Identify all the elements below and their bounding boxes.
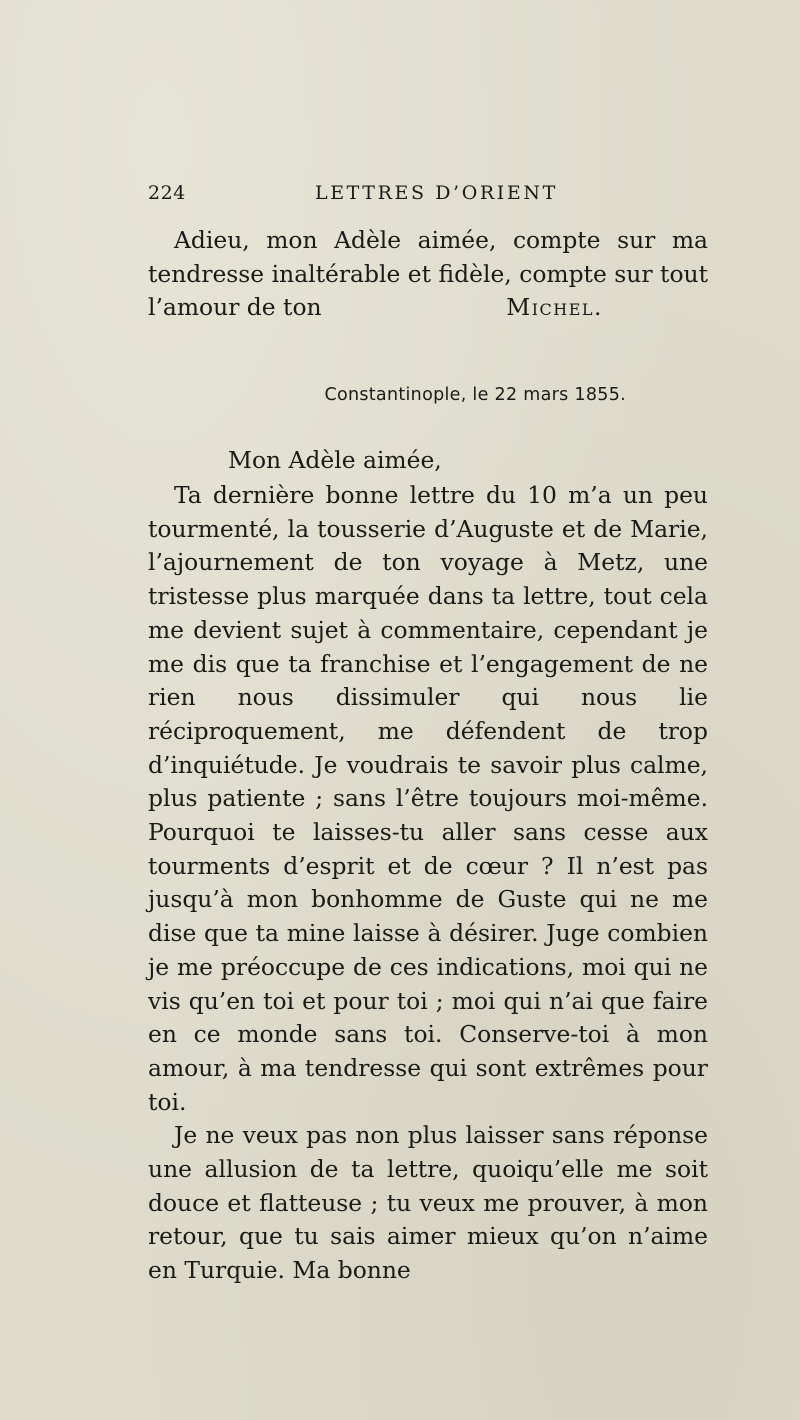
signature: Michel. [506,293,603,321]
letter-paragraph: Je ne veux pas non plus laisser sans réponse une allusion de ta lettre, quoiqu’elle me soit douce et flatteuse ; tu veux me prouver, à mon retour, que tu sais aimer mieux qu’on n’aime en Turquie. Ma bonne [148,1121,708,1285]
closing-paragraph: Adieu, mon Adèle aimée, compte sur ma tendresse inaltérable et fidèle, compte sur tout l’amour de ton [148,226,708,322]
salutation: Mon Adèle aimée, [228,446,442,474]
dateline: Constantinople, le 22 mars 1855. [324,385,626,405]
letter-body [148,479,708,1288]
page-number: 224 [148,182,186,204]
running-head [148,182,708,212]
running-title: LETTRES D’ORIENT [315,182,558,204]
letter-paragraph: Ta dernière bonne lettre du 10 m’a un peu tourmenté, la tousserie d’Auguste et de Marie, l’ajournement de ton voyage à Metz, une tristesse plus marquée dans ta lettre, tout cela me devient sujet à commentaire, cependant je me dis que ta franchise et l’engagement de ne rien nous dissimuler qui nous lie réciproquement, me défendent de trop d’inquiétude. Je voudrais te savoir plus calme, plus patiente ; sans l’être toujours moi-même. Pourquoi te laisses-tu aller sans cesse aux tourments d’esprit et de cœur ? Il n’est pas jusqu’à mon bonhomme de Guste qui ne me dise que ta mine laisse à désirer. Juge combien je me préoccupe de ces indications, moi qui ne vis qu’en toi et pour toi ; moi qui n’ai que faire en ce monde sans toi. Conserve-toi à mon amour, à ma tendresse qui sont extrêmes pour toi. [148,481,708,1116]
